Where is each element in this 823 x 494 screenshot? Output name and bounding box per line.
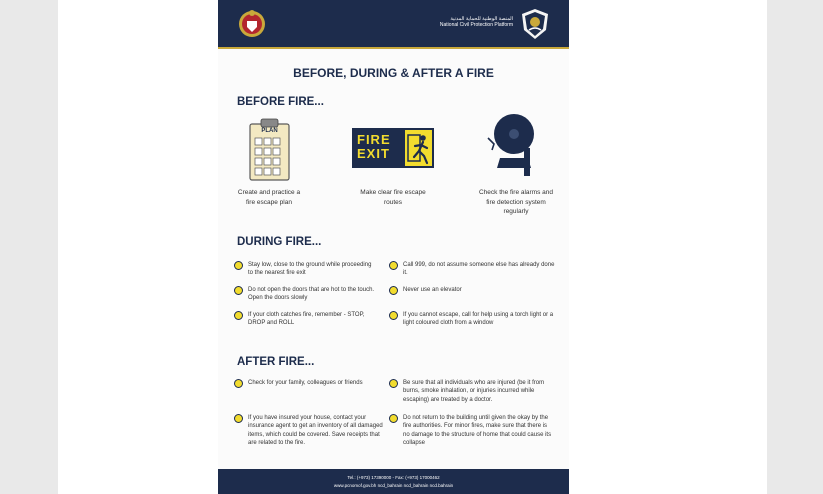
poster-footer	[218, 469, 569, 494]
poster-header	[218, 0, 569, 49]
platform-name-arabic: المنصة الوطنية للحماية المدنية	[450, 16, 513, 22]
bullet-icon	[234, 286, 243, 295]
fire-exit-line2: EXIT	[357, 146, 390, 161]
fire-exit-text	[357, 133, 391, 161]
during-item: Stay low, close to the ground while proceeding to the nearest fire exit	[248, 262, 372, 277]
bullet-icon	[234, 311, 243, 320]
during-item: If you cannot escape, call for help using a torch light or a light coloured cloth from a window	[403, 312, 554, 327]
footer-social: www.pcnomof.gov.bh ncd_bahrain ncd_bahrain ncd.bahrain	[333, 483, 454, 488]
during-item: Call 999, do not assume someone else has already done it.	[403, 262, 555, 277]
after-item: If you have insured your house, contact your insurance agent to get an inventory of all damaged items, which could be covered. Save receipts that are related to the fire.	[248, 415, 383, 447]
after-item: Be sure that all individuals who are injured (be it from burns, smoke inhalation, or injuries incurred while escaping) are treated by a doctor.	[403, 380, 545, 403]
during-item: If your cloth catches fire, remember - STOP, DROP and ROLL	[248, 312, 365, 327]
left-margin	[0, 0, 58, 494]
bullet-icon	[234, 379, 243, 388]
during-item: Never use an elevator	[403, 287, 462, 293]
footer-contact: Tel.: (+973) 17390000 - Fax: (+973) 17000462	[347, 475, 440, 480]
bullet-icon	[389, 414, 398, 423]
bullet-icon	[389, 311, 398, 320]
bullet-icon	[234, 414, 243, 423]
bullet-icon	[389, 286, 398, 295]
after-fire-heading: AFTER FIRE...	[237, 356, 315, 368]
plan-clipboard-icon	[248, 118, 291, 181]
platform-name-english: National Civil Protection Platform	[439, 22, 513, 28]
fire-alarm-bell-icon	[484, 112, 544, 180]
fire-exit-sign-icon	[352, 128, 434, 168]
during-item: Do not open the doors that are hot to the touch. Open the doors slowly	[248, 287, 375, 302]
before-caption-plan: Create and practice a fire escape plan	[237, 189, 301, 206]
civil-protection-logo-icon	[521, 8, 549, 40]
bullet-icon	[234, 261, 243, 270]
bullet-icon	[389, 261, 398, 270]
plan-label: PLAN	[261, 128, 278, 134]
bahrain-emblem-icon	[238, 9, 266, 40]
poster-title: BEFORE, DURING & AFTER A FIRE	[293, 66, 494, 80]
fire-safety-poster	[218, 0, 569, 494]
before-caption-alarms: Check the fire alarms and fire detection system regularly	[478, 189, 554, 215]
running-man-icon	[405, 130, 432, 166]
platform-name	[440, 16, 513, 28]
right-margin	[767, 0, 823, 494]
before-fire-heading: BEFORE FIRE...	[237, 96, 324, 108]
before-caption-routes: Make clear fire escape routes	[360, 189, 426, 206]
during-fire-heading: DURING FIRE...	[237, 236, 322, 248]
after-item: Do not return to the building until given the okay by the fire authorities. For minor fires, make sure that there is no damage to the structure of home that could cause its collapse	[403, 415, 552, 447]
after-item: Check for your family, colleagues or friends	[248, 380, 363, 386]
fire-exit-line1: FIRE	[357, 132, 391, 147]
bullet-icon	[389, 379, 398, 388]
